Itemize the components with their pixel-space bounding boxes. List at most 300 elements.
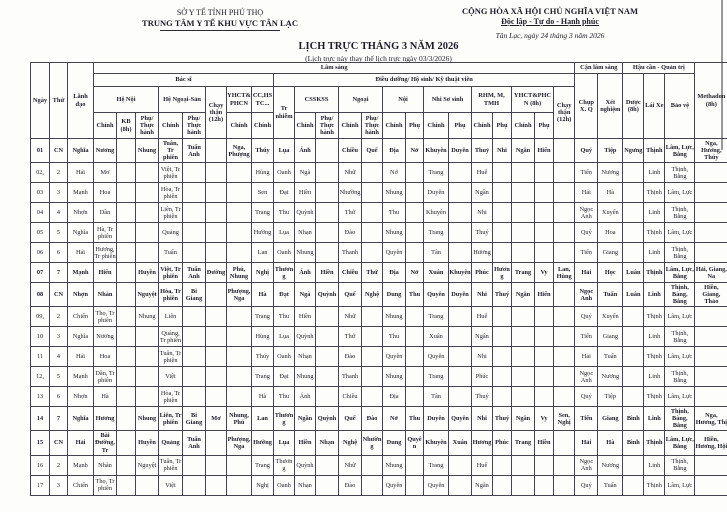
cell-csskss-chinh: Ánh: [295, 263, 316, 283]
cell-yhct-phcn-bs: Nhung, Phú: [227, 407, 252, 431]
cell-rhm-phu: [493, 163, 512, 183]
cell-chay-than-bs: [206, 283, 227, 307]
cell-chay-than-dd: [554, 139, 575, 163]
cell-yhct-phcn-bs: [227, 327, 252, 347]
cell-lai-xe: Linh: [644, 203, 665, 223]
cell-lanh-dao: Nhợn: [68, 387, 94, 407]
cell-chup-xq: Tiến: [575, 163, 598, 183]
cell-nhi-chinh: Trang: [424, 223, 449, 243]
cell-noi-phu: Nhung: [136, 307, 159, 327]
cell-bao-ve: Thịnh, Bàng, Bằng: [665, 283, 695, 307]
cell-lanh-dao: Hải: [68, 163, 94, 183]
cell-methadon: [695, 243, 727, 263]
cell-yhct8-phu: [535, 387, 554, 407]
cell-csskss-phu: [316, 327, 339, 347]
cell-chay-than-dd: [554, 283, 575, 307]
table-row: [31, 327, 727, 347]
cell-tr-nhiem: Đạt: [274, 367, 295, 387]
cell-tr-nhiem: Oanh: [274, 163, 295, 183]
cell-noi-dd-phu: [406, 203, 424, 223]
cell-chup-xq: Ngọc Anh: [575, 203, 598, 223]
cell-chay-than-dd: [554, 431, 575, 455]
cell-bao-ve: Lâm, Lực: [665, 387, 695, 407]
cell-noi-phu: Nhung: [136, 139, 159, 163]
cell-csskss-phu: [316, 455, 339, 475]
cell-csskss-chinh: Nhung: [295, 243, 316, 263]
cell-rhm-chinh: Huế: [472, 163, 493, 183]
table-row: [31, 243, 727, 263]
cell-chup-xq: Tiến: [575, 243, 598, 263]
cell-chay-than-dd: [554, 347, 575, 367]
cell-xet-nghiem: Hà: [598, 183, 623, 203]
cell-nhi-phu: Xuân: [449, 431, 472, 455]
cell-yhct8-chinh: Trang: [512, 263, 535, 283]
letterhead-left: [55, 8, 385, 31]
cell-ngoai-chinh: Chiều: [339, 387, 362, 407]
cell-csskss-chinh: Nhung: [295, 367, 316, 387]
cell-thu: 7: [50, 407, 68, 431]
cell-rhm-phu: Hương: [493, 263, 512, 283]
cell-noi-chinh: Nhàn: [94, 455, 117, 475]
cell-yhct-phcn-bs: Phượng, Nga: [227, 431, 252, 455]
cell-bao-ve: Lâm, Lực: [665, 347, 695, 367]
cell-bao-ve: Lâm, Lực, Bằng: [665, 139, 695, 163]
cell-methadon: Hải, Giang, Na: [695, 263, 727, 283]
cell-rhm-phu: Nhi: [493, 139, 512, 163]
cell-chup-xq: Hải: [575, 347, 598, 367]
cell-ngoai-chinh: Quế: [339, 407, 362, 431]
cell-csskss-phu: [316, 307, 339, 327]
cell-noi-dd-phu: [406, 327, 424, 347]
sub-header-phu-thuc-hanh: Phụ/ Thực hành: [136, 113, 159, 139]
cell-yhct8-chinh: [512, 223, 535, 243]
cell-noi-chinh: Hương: [94, 407, 117, 431]
sub-header-phu: Phụ: [406, 113, 424, 139]
cell-thu: 3: [50, 475, 68, 495]
cell-csskss-phu: [316, 243, 339, 263]
cell-xet-nghiem: Tuấn: [598, 347, 623, 367]
cell-noi-dd-chinh: Địa: [383, 263, 406, 283]
cell-rhm-phu: Thuý: [493, 407, 512, 431]
cell-yhct-phcn-bs: [227, 203, 252, 223]
cell-cc-hs-tc: Thúy: [252, 139, 274, 163]
cell-nhi-phu: [449, 475, 472, 495]
cell-xet-nghiem: Xuyến: [598, 203, 623, 223]
page-title: LỊCH TRỰC THÁNG 3 NĂM 2026: [298, 41, 459, 52]
cell-yhct-phcn-bs: [227, 475, 252, 495]
cell-ngoai-san-phu: [183, 203, 206, 223]
cell-csskss-chinh: Ngà: [295, 163, 316, 183]
cell-ngoai-san-chinh: Việt, Tr phiên: [159, 263, 183, 283]
group-header-lam-sang: Lâm sàng: [94, 63, 575, 74]
cell-ngoai-san-phu: [183, 327, 206, 347]
cell-bao-ve: Lâm, Lực: [665, 183, 695, 203]
cell-duoc: Bình: [623, 407, 644, 431]
cell-duoc: [623, 455, 644, 475]
cell-chup-xq: Ngọc Anh: [575, 455, 598, 475]
cell-noi-phu: [136, 243, 159, 263]
cell-lanh-dao: Hải: [68, 431, 94, 455]
cell-yhct-phcn-bs: [227, 367, 252, 387]
cell-yhct-phcn-bs: [227, 387, 252, 407]
org-name: TRUNG TÂM Y TẾ KHU VỰC TÂN LẠC: [142, 18, 298, 28]
cell-lai-xe: Thịnh: [644, 347, 665, 367]
cell-tr-nhiem: Thương: [274, 263, 295, 283]
cell-methadon: [695, 183, 727, 203]
cell-rhm-phu: Phúc: [493, 431, 512, 455]
cell-ngay: 15: [31, 431, 50, 455]
cell-chay-than-bs: [206, 327, 227, 347]
cell-ngoai-phu: [362, 223, 383, 243]
cell-ngoai-chinh: Nhường: [339, 183, 362, 203]
cell-lanh-dao: Nhợn: [68, 203, 94, 223]
sub-header-phu-thuc-hanh: Phụ/ Thực hành: [362, 113, 383, 139]
cell-ngoai-chinh: Thứ: [339, 203, 362, 223]
cell-yhct8-chinh: Ngân: [512, 283, 535, 307]
cell-rhm-phu: [493, 367, 512, 387]
cell-methadon: [695, 347, 727, 367]
cell-tr-nhiem: Thương: [274, 455, 295, 475]
cell-ngoai-san-phu: [183, 347, 206, 367]
cell-chup-xq: Ngọc Anh: [575, 367, 598, 387]
cell-ngay: 05: [31, 223, 50, 243]
cell-yhct-phcn-bs: [227, 243, 252, 263]
cell-nhi-chinh: Quyên: [424, 283, 449, 307]
cell-noi-chinh: Dần, Tr phiên: [94, 367, 117, 387]
sub-header-kb-8h: KB (8h): [117, 113, 136, 139]
cell-tr-nhiem: Lụa: [274, 327, 295, 347]
cell-lanh-dao: Nghĩa: [68, 407, 94, 431]
cell-ngoai-phu: [362, 475, 383, 495]
cell-noi-phu: [136, 367, 159, 387]
national-motto-line2: Độc lập - Tự do - Hạnh phúc: [501, 17, 599, 27]
group-header-he-noi: Hệ Nội: [94, 87, 159, 113]
cell-lanh-dao: Hải: [68, 347, 94, 367]
cell-noi-kb: [117, 163, 136, 183]
cell-yhct-phcn-bs: [227, 183, 252, 203]
cell-noi-chinh: Hoa: [94, 347, 117, 367]
cell-lai-xe: Thịnh: [644, 263, 665, 283]
cell-noi-phu: Nguyệt: [136, 455, 159, 475]
cell-csskss-phu: [316, 183, 339, 203]
cell-bao-ve: Lâm, Lực: [665, 223, 695, 243]
cell-cc-hs-tc: Sen: [252, 183, 274, 203]
date-line: Tân Lạc, ngày 24 tháng 3 năm 2026: [495, 31, 605, 41]
cell-rhm-chinh: Ngần: [472, 183, 493, 203]
cell-yhct8-chinh: [512, 367, 535, 387]
cell-noi-phu: [136, 163, 159, 183]
cell-duoc: [623, 163, 644, 183]
cell-lai-xe: Thịnh: [644, 139, 665, 163]
cell-lanh-dao: Nghĩa: [68, 223, 94, 243]
cell-nhi-chinh: Tân: [424, 387, 449, 407]
cell-ngoai-san-phu: [183, 455, 206, 475]
cell-chay-than-bs: [206, 139, 227, 163]
cell-chay-than-dd: [554, 307, 575, 327]
cell-nhi-chinh: Trang: [424, 307, 449, 327]
cell-csskss-phu: Quỳnh: [316, 407, 339, 431]
sub-header-phu: Phụ: [535, 113, 554, 139]
cell-rhm-chinh: Nhi: [472, 407, 493, 431]
cell-yhct8-phu: [535, 223, 554, 243]
cell-chay-than-bs: [206, 243, 227, 263]
cell-cc-hs-tc: Hà: [252, 283, 274, 307]
title-block: [30, 40, 727, 63]
cell-bao-ve: Thịnh, Bằng: [665, 327, 695, 347]
cell-chup-xq: Tiến: [575, 327, 598, 347]
cell-bao-ve: Thịnh, Bằng: [665, 455, 695, 475]
cell-bao-ve: Lâm, Lực: [665, 475, 695, 495]
cell-yhct-phcn-bs: [227, 347, 252, 367]
table-row: [31, 475, 727, 495]
cell-noi-phu: Nhung: [136, 407, 159, 431]
cell-noi-kb: [117, 223, 136, 243]
cell-ngay: 02,: [31, 163, 50, 183]
col-header-chay-than-bs: Chạy thận (12h): [206, 87, 227, 139]
cell-rhm-phu: [493, 223, 512, 243]
group-header-can-lam-sang: Cận lâm sàng: [575, 63, 623, 74]
cell-ngoai-chinh: Nghệ: [339, 431, 362, 455]
cell-ngay: 13: [31, 387, 50, 407]
cell-ngay: 12,: [31, 367, 50, 387]
cell-cc-hs-tc: Hường: [252, 223, 274, 243]
org-parent-name: SỞ Y TẾ TỈNH PHÚ THỌ: [176, 8, 264, 17]
cell-ngay: 06: [31, 243, 50, 263]
cell-thu: 7: [50, 263, 68, 283]
cell-ngoai-san-phu: [183, 243, 206, 263]
cell-csskss-chinh: Ánh: [295, 139, 316, 163]
cell-noi-dd-chinh: Thu: [383, 203, 406, 223]
cell-nhi-phu: [449, 327, 472, 347]
cell-noi-dd-phu: [406, 387, 424, 407]
cell-rhm-phu: [493, 475, 512, 495]
cell-noi-dd-phu: Thu: [406, 407, 424, 431]
cell-cc-hs-tc: Trang: [252, 455, 274, 475]
cell-rhm-phu: [493, 183, 512, 203]
cell-noi-chinh: Bài Đường, Tr: [94, 432, 116, 454]
cell-methadon: [695, 475, 727, 495]
cell-yhct8-phu: [535, 347, 554, 367]
cell-csskss-chinh: Ngà: [295, 283, 316, 307]
cell-thu: CN: [50, 431, 68, 455]
cell-rhm-chinh: Thuý: [472, 387, 493, 407]
cell-chay-than-dd: Sen, Nghị: [554, 407, 575, 431]
cell-duoc: [623, 387, 644, 407]
cell-rhm-phu: [493, 455, 512, 475]
cell-csskss-phu: [316, 475, 339, 495]
cell-yhct8-phu: [535, 367, 554, 387]
page-subtitle: (Lịch trực này thay thế lịch trực ngày 03/3/2026): [305, 53, 452, 63]
cell-nhi-chinh: Trang: [424, 367, 449, 387]
cell-rhm-phu: [493, 203, 512, 223]
cell-noi-chinh: Hà, Tr phiên: [94, 223, 117, 243]
cell-noi-phu: [136, 223, 159, 243]
cell-ngoai-san-chinh: Liên: [159, 307, 183, 327]
cell-nhi-phu: [449, 223, 472, 243]
cell-yhct8-phu: [535, 475, 554, 495]
cell-noi-phu: [136, 347, 159, 367]
cell-chup-xq: Quý: [575, 223, 598, 243]
cell-nhi-phu: [449, 455, 472, 475]
cell-yhct8-phu: Vy: [535, 263, 554, 283]
group-header-ngoai: Ngoại: [339, 87, 383, 113]
table-row: [31, 223, 727, 243]
cell-nhi-chinh: Quyên: [424, 347, 449, 367]
cell-yhct8-phu: [535, 243, 554, 263]
cell-lanh-dao: Hải: [68, 243, 94, 263]
cell-noi-phu: [136, 183, 159, 203]
cell-noi-chinh: Hiển: [94, 263, 117, 283]
cell-nhi-phu: [449, 163, 472, 183]
cell-methadon: [695, 327, 727, 347]
group-header-cc-hs-tc: CC,HS TC...: [252, 87, 274, 113]
cell-ngoai-san-chinh: Tuân, Tr phiên: [159, 455, 183, 475]
cell-methadon: Nga, Hương, Thị: [695, 407, 727, 431]
cell-duoc: Luân: [623, 283, 644, 307]
cell-rhm-chinh: Huế: [472, 307, 493, 327]
cell-ngoai-phu: [362, 203, 383, 223]
cell-noi-dd-chinh: Nhung: [383, 455, 406, 475]
cell-lanh-dao: Nghĩa: [68, 139, 94, 163]
cell-csskss-phu: [316, 367, 339, 387]
cell-yhct8-chinh: [512, 163, 535, 183]
cell-cc-hs-tc: Nghị: [252, 263, 274, 283]
cell-csskss-phu: [316, 387, 339, 407]
cell-ngoai-phu: [362, 307, 383, 327]
cell-thu: 2: [50, 163, 68, 183]
cell-ngoai-chinh: Đào: [339, 347, 362, 367]
cell-csskss-chinh: Hiền: [295, 307, 316, 327]
cell-csskss-chinh: Ánh: [295, 387, 316, 407]
cell-lai-xe: Thịnh: [644, 223, 665, 243]
table-row: [31, 407, 727, 431]
cell-chay-than-bs: [206, 455, 227, 475]
cell-ngoai-chinh: Nhữ: [339, 307, 362, 327]
cell-chay-than-dd: [554, 455, 575, 475]
sub-header-chinh: Chính: [424, 113, 449, 139]
table-row: [31, 163, 727, 183]
cell-xet-nghiem: Học: [598, 263, 623, 283]
cell-duoc: [623, 367, 644, 387]
table-row: [31, 263, 727, 283]
cell-ngoai-chinh: Nhữ: [339, 163, 362, 183]
cell-noi-chinh: Hoa: [94, 183, 117, 203]
cell-xet-nghiem: Giang: [598, 407, 623, 431]
table-header: [31, 63, 727, 139]
cell-thu: 5: [50, 223, 68, 243]
cell-ngoai-phu: [362, 455, 383, 475]
cell-yhct8-chinh: [512, 327, 535, 347]
cell-chay-than-bs: Mơ: [206, 407, 227, 431]
sub-header-phu-thuc-hanh: Phụ/ Thực hành: [316, 113, 339, 139]
cell-noi-phu: [136, 203, 159, 223]
cell-csskss-chinh: Quỳnh: [295, 203, 316, 223]
table-row: [31, 183, 727, 203]
cell-tr-nhiem: Lụa: [274, 139, 295, 163]
cell-ngoai-san-phu: [183, 223, 206, 243]
cell-noi-dd-chinh: Nhung: [383, 183, 406, 203]
cell-chup-xq: Quý: [575, 307, 598, 327]
cell-nhi-chinh: Khuyên: [424, 431, 449, 455]
cell-rhm-chinh: Hương: [472, 243, 493, 263]
cell-ngoai-phu: [362, 347, 383, 367]
cell-ngoai-chinh: Chiều: [339, 139, 362, 163]
cell-xet-nghiem: Xuyến: [598, 307, 623, 327]
cell-lanh-dao: Nghĩa: [68, 327, 94, 347]
cell-yhct8-phu: [535, 203, 554, 223]
cell-cc-hs-tc: Trang: [252, 307, 274, 327]
cell-nhi-chinh: Xuân: [424, 263, 449, 283]
cell-csskss-chinh: Hiền: [295, 183, 316, 203]
table-row: [31, 347, 727, 367]
cell-methadon: Nga, Hương, Thúy: [695, 139, 727, 163]
cell-xet-nghiem: Hoa: [598, 223, 623, 243]
cell-ngay: 04: [31, 203, 50, 223]
cell-lai-xe: Linh: [644, 327, 665, 347]
cell-bao-ve: Lâm, Lực: [665, 307, 695, 327]
cell-nhi-chinh: Khuyên: [424, 139, 449, 163]
duty-schedule-table: [30, 62, 727, 496]
table-row: [31, 139, 727, 163]
cell-noi-phu: [136, 327, 159, 347]
cell-noi-kb: [117, 387, 136, 407]
cell-csskss-chinh: Hiền: [295, 431, 316, 455]
cell-cc-hs-tc: Hường: [252, 431, 274, 455]
cell-rhm-chinh: Thuý: [472, 223, 493, 243]
cell-cc-hs-tc: Nghị: [252, 475, 274, 495]
cell-noi-dd-phu: Thu: [406, 283, 424, 307]
cell-ngoai-phu: Quế: [362, 139, 383, 163]
cell-noi-phu: [136, 387, 159, 407]
cell-noi-kb: [117, 139, 136, 163]
cell-noi-kb: [117, 183, 136, 203]
cell-nhi-phu: [449, 243, 472, 263]
cell-ngoai-san-chinh: Tuân, Tr phiên: [159, 347, 183, 367]
cell-chup-xq: Hải: [575, 263, 598, 283]
cell-bao-ve: Thịnh, Bằng: [665, 243, 695, 263]
cell-chay-than-bs: [206, 307, 227, 327]
cell-thu: 3: [50, 327, 68, 347]
col-header-chay-than-dd: Chạy thận (12h): [554, 87, 575, 139]
cell-ngoai-san-chinh: Quảng: [159, 431, 183, 455]
cell-nhi-phu: Duyên: [449, 139, 472, 163]
cell-ngoai-san-phu: [183, 475, 206, 495]
cell-lai-xe: Thịnh: [644, 183, 665, 203]
cell-ngay: 07: [31, 263, 50, 283]
cell-noi-kb: [117, 475, 136, 495]
cell-yhct8-phu: [535, 163, 554, 183]
group-header-bac-si: Bác sĩ: [94, 74, 274, 87]
group-header-he-ngoai-san: Hệ Ngoại-Sản: [159, 87, 206, 113]
cell-methadon: Hiền, Giang, Thảo: [695, 283, 727, 307]
cell-cc-hs-tc: Thúy: [252, 347, 274, 367]
cell-lai-xe: Linh: [644, 367, 665, 387]
cell-xet-nghiem: Tuấn: [598, 475, 623, 495]
cell-bao-ve: Thịnh, Bằng: [665, 203, 695, 223]
cell-noi-chinh: Hà: [94, 387, 117, 407]
cell-thu: 6: [50, 387, 68, 407]
cell-noi-dd-chinh: Dung: [383, 431, 406, 455]
cell-ngoai-san-chinh: Hòa, Tr phiên: [159, 283, 183, 307]
cell-duoc: [623, 475, 644, 495]
col-header-ngay: Ngày: [31, 63, 50, 139]
cell-yhct-phcn-bs: Phượng, Nga: [227, 283, 252, 307]
cell-ngoai-san-chinh: Liên, Tr phiên: [159, 407, 183, 431]
cell-yhct8-chinh: [512, 347, 535, 367]
cell-noi-dd-phu: [406, 243, 424, 263]
cell-chay-than-dd: [554, 387, 575, 407]
cell-csskss-chinh: Quỳnh: [295, 327, 316, 347]
